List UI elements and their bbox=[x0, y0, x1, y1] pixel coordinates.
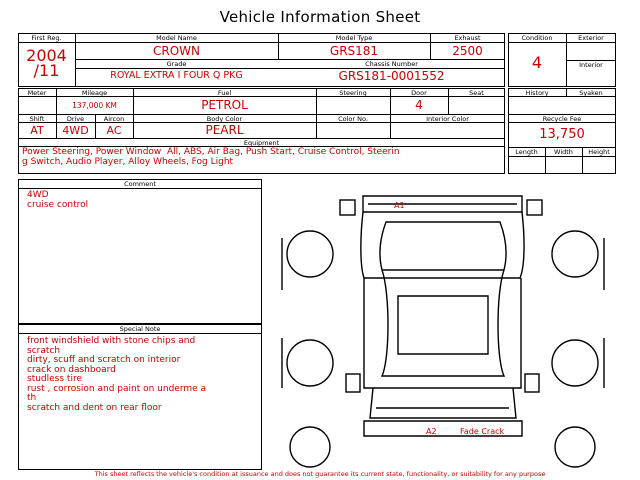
car-outline bbox=[282, 196, 604, 467]
mark-fade-crack: Fade Crack bbox=[460, 427, 505, 436]
drive-value: 4WD bbox=[62, 124, 89, 137]
model-type-label: Model Type bbox=[335, 34, 373, 42]
fuel-label: Fuel bbox=[217, 89, 232, 97]
special-note-label: Special Note bbox=[119, 325, 161, 333]
door-label: Door bbox=[411, 89, 427, 97]
disclaimer-footer: This sheet reflects the vehicle's condition at issuance and does not guarantee its current state, functionality, or suitability for any purpose bbox=[94, 470, 546, 478]
aircon-value: AC bbox=[106, 124, 122, 137]
grade-label: Grade bbox=[166, 60, 187, 68]
first-reg-year: 2004 bbox=[26, 48, 67, 64]
condition-value: 4 bbox=[531, 53, 543, 72]
width-label: Width bbox=[554, 148, 573, 156]
sheet-title: Vehicle Information Sheet bbox=[219, 8, 421, 26]
mark-a1: A1 bbox=[394, 201, 405, 210]
exhaust-value: 2500 bbox=[452, 44, 483, 58]
fuel-value: PETROL bbox=[201, 98, 248, 112]
comment-label: Comment bbox=[124, 180, 156, 188]
grade-value: ROYAL EXTRA I FOUR Q PKG bbox=[110, 70, 243, 81]
history-label: History bbox=[525, 89, 549, 97]
steering-label: Steering bbox=[339, 89, 367, 97]
first-reg-label: First Reg. bbox=[31, 34, 62, 42]
color-no-label: Color No. bbox=[338, 115, 368, 123]
first-reg-month: /11 bbox=[33, 63, 60, 79]
vehicle-damage-diagram bbox=[268, 178, 618, 470]
body-color-value: PEARL bbox=[205, 123, 244, 137]
condition-label: Condition bbox=[521, 34, 553, 42]
equipment-value: Power Steering, Power Window All, ABS, Air Bag, Push Start, Cruise Control, Steerin g Switch, Audio Player, Alloy Wheels, Fog Light bbox=[22, 147, 400, 167]
shift-label: Shift bbox=[29, 115, 45, 123]
recycle-fee-label: Recycle Fee bbox=[542, 115, 582, 123]
shift-value: AT bbox=[30, 124, 44, 137]
mark-a2: A2 bbox=[426, 427, 437, 436]
chassis-number-value: GRS181-0001552 bbox=[338, 69, 445, 83]
model-name-value: CROWN bbox=[152, 44, 200, 58]
model-type-value: GRS181 bbox=[329, 44, 379, 58]
recycle-fee-value: 13,750 bbox=[539, 127, 585, 142]
exhaust-label: Exhaust bbox=[454, 34, 481, 42]
body-color-label: Body Color bbox=[206, 115, 243, 123]
syaken-label: Syaken bbox=[579, 89, 603, 97]
length-label: Length bbox=[515, 148, 538, 156]
mileage-label: Mileage bbox=[81, 89, 108, 97]
mileage-value: 137,000 KM bbox=[72, 101, 117, 110]
seat-label: Seat bbox=[469, 89, 484, 97]
meter-label: Meter bbox=[27, 89, 47, 97]
drive-label: Drive bbox=[66, 115, 85, 123]
exterior-label: Exterior bbox=[578, 34, 604, 42]
aircon-label: Aircon bbox=[103, 115, 125, 123]
model-name-label: Model Name bbox=[156, 34, 197, 42]
interior-label: Interior bbox=[579, 61, 603, 69]
door-value: 4 bbox=[415, 98, 423, 112]
chassis-number-label: Chassis Number bbox=[365, 60, 418, 68]
equipment-label: Equipment bbox=[243, 139, 280, 147]
comment-text: 4WD cruise control bbox=[27, 190, 89, 210]
height-label: Height bbox=[588, 148, 610, 156]
interior-color-label: Interior Color bbox=[426, 115, 469, 123]
special-note-text: front windshield with stone chips and scratch dirty, scuff and scratch on interior crack on dashboard studless tire rust , corrosion and paint on underme a th scratch and dent on rear floor bbox=[27, 336, 207, 413]
